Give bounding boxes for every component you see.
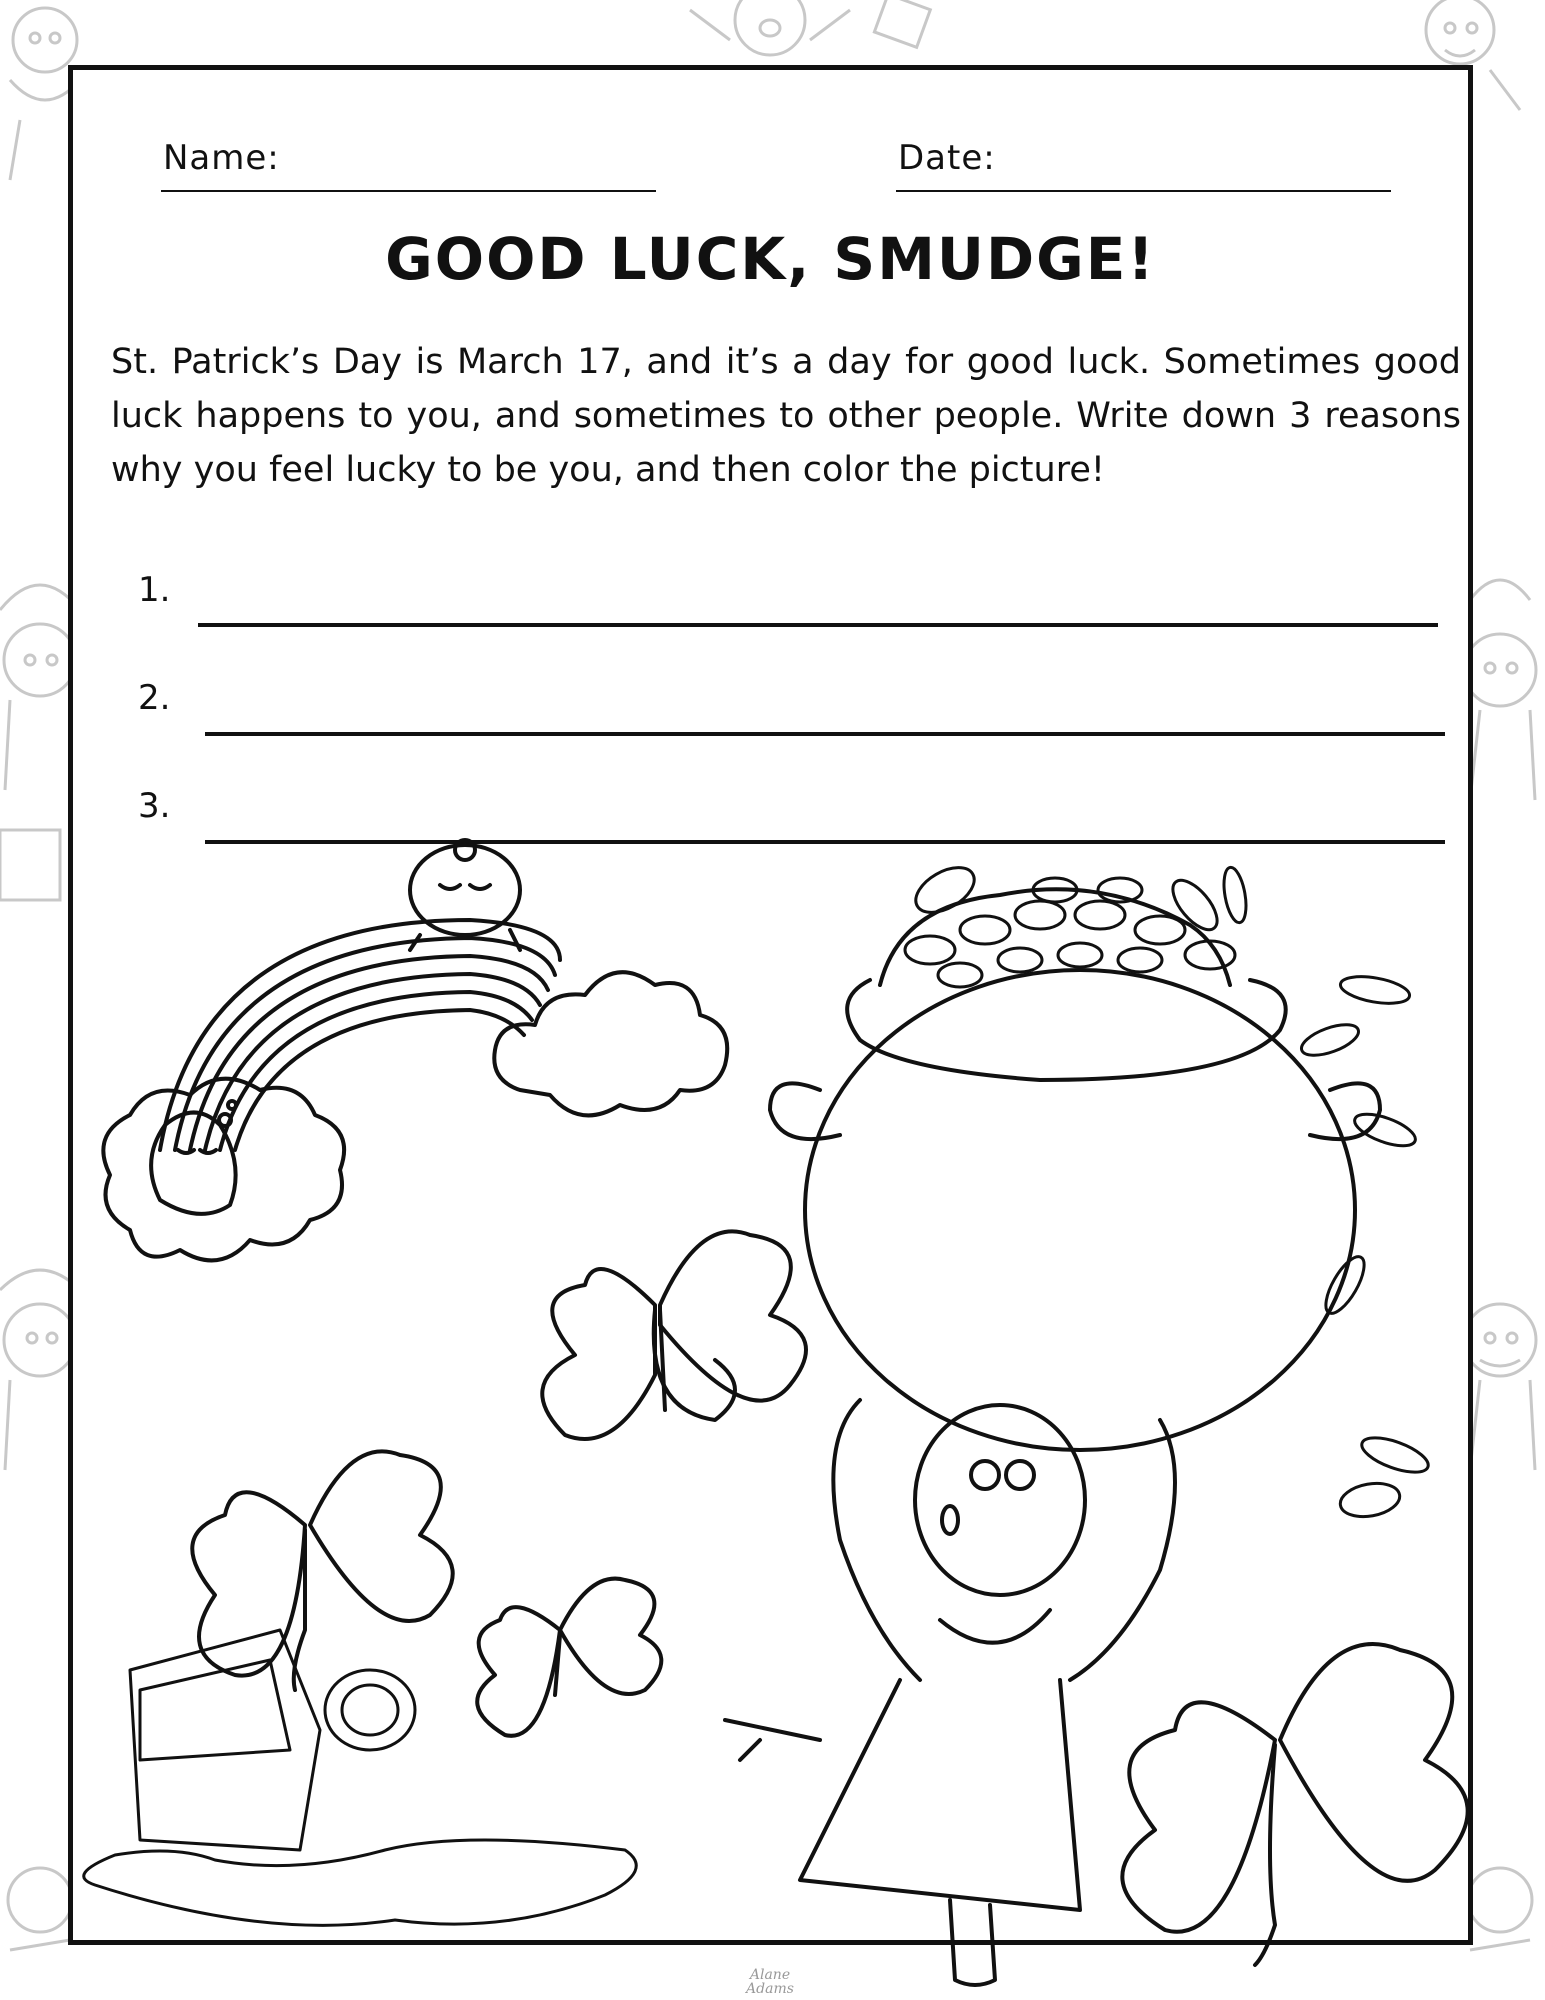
smudge-character-icon — [410, 840, 520, 950]
intro-paragraph: St. Patrick’s Day is March 17, and it’s a day for good luck. Sometimes good luck happens to you, and sometimes to other people. Write down 3 reasons why you feel lucky to be you, and then color the picture! — [111, 342, 1461, 490]
girl-holding-pot-icon — [725, 1400, 1175, 1985]
page-title: GOOD LUCK, SMUDGE! — [385, 225, 1156, 293]
answer-number-2: 2. — [138, 678, 171, 718]
four-leaf-clover-icon — [1122, 1644, 1467, 1965]
four-leaf-clover-icon — [477, 1579, 661, 1736]
sleeping-character-icon — [151, 1101, 236, 1214]
answer-number-1: 1. — [138, 570, 171, 610]
four-leaf-clover-icon — [542, 1231, 806, 1439]
name-label: Name: — [163, 138, 280, 178]
cloud-icon — [103, 1079, 344, 1261]
pot-of-gold-icon — [770, 889, 1380, 1450]
four-leaf-clover-icon — [192, 1451, 452, 1690]
date-label: Date: — [898, 138, 996, 178]
publisher-logo: Alane Adams — [746, 1967, 794, 1997]
answer-number-3: 3. — [138, 786, 171, 826]
